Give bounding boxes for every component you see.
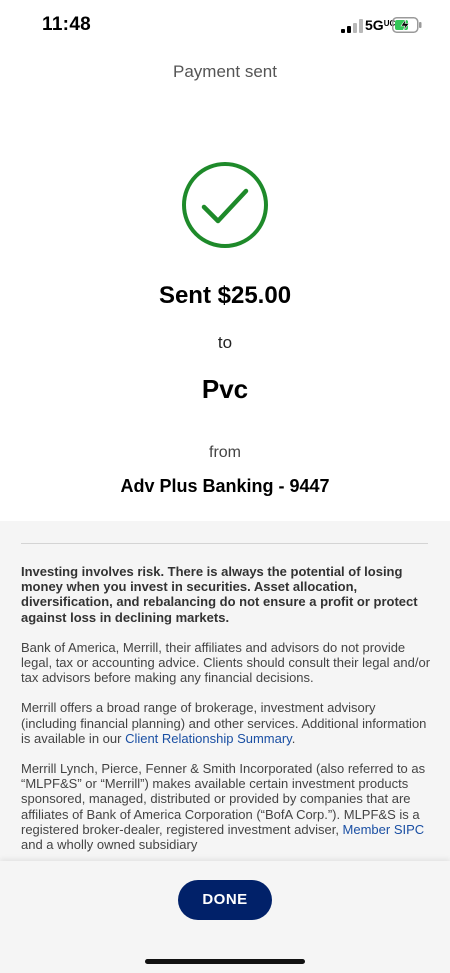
network-type: $5G^{UC}$ (365, 17, 396, 33)
status-time: 11:48 (42, 14, 92, 35)
page-title: Payment sent (173, 62, 277, 81)
mlpfs-disclosure: Merrill Lynch, Pierce, Fenner & Smith Incorporated (also referred to as “MLPF&S” or “Merrill”) makes available certain investment products sponsored, managed, distributed or provided by companies that are affiliates of Bank of America Corporation (“BofA Corp.”). MLPF&S is a registered broker-dealer, registered investment adviser, Member SIPC and a wholly owned subsidiary (21, 761, 426, 853)
checkmark-circle-icon (180, 160, 270, 250)
cellular-signal-icon (341, 19, 363, 33)
merrill-services-disclosure: Merrill offers a broad range of brokerage, investment advisory (including financial planning) and other services. Additional information is available in our Client Relationship Summary. (21, 700, 427, 746)
battery-charging-icon (392, 17, 422, 33)
divider (21, 543, 428, 544)
tax-advice-disclosure: Bank of America, Merrill, their affiliates and advisors do not provide legal, tax or accounting advice. Clients should consult their legal and/or tax advisors before making any financial decisions. (21, 639, 431, 686)
done-button[interactable]: DONE (178, 880, 272, 920)
footer (0, 861, 450, 973)
from-label: from (209, 444, 241, 461)
disclosures (21, 564, 431, 861)
sent-amount: Sent $25.00 (158, 282, 292, 309)
payee-name: Pvc (201, 374, 249, 404)
investing-risk-disclosure: Investing involves risk. There is always the potential of losing money when you invest in securities. Asset allocation, diversification, and rebalancing do not ensure a profit or protect against loss in declining markets. (21, 564, 418, 625)
to-label: to (217, 333, 233, 352)
client-relationship-summary-link[interactable]: Client Relationship Summary (125, 730, 292, 746)
disclosure-panel[interactable] (0, 521, 450, 861)
member-sipc-link[interactable]: Member SIPC (342, 821, 425, 837)
status-bar (0, 0, 450, 52)
source-account: Adv Plus Banking - 9447 (120, 476, 330, 496)
home-indicator (145, 959, 305, 964)
